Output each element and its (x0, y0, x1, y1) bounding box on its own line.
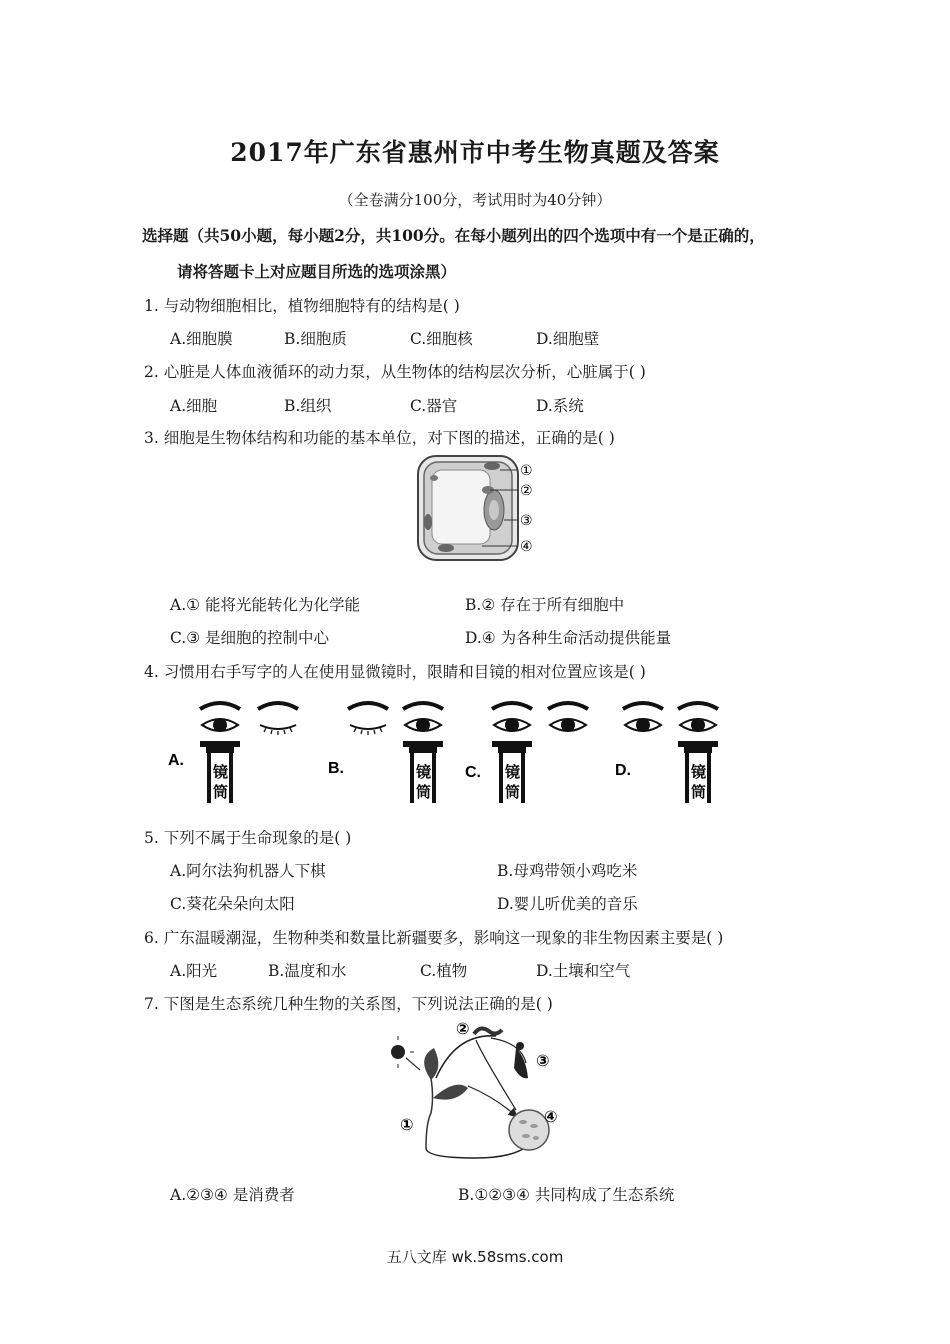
q4a-eye-closed (258, 703, 298, 735)
q3-option-c: C.③ 是细胞的控制中心 (170, 629, 330, 647)
question-1: 1. 与动物细胞相比，植物细胞特有的结构是( ) (144, 297, 460, 315)
q4d-eye-open-left (623, 703, 663, 732)
plant-cell-diagram (410, 452, 550, 564)
q4a-eye-open (200, 703, 240, 732)
q5-option-b: B.母鸡带领小鸡吃米 (497, 862, 638, 880)
q3-option-b: B.② 存在于所有细胞中 (465, 596, 625, 614)
question-4: 4. 习惯用右手写字的人在使用显微镜时，限睛和目镜的相对位置应该是( ) (144, 663, 646, 681)
question-2: 2. 心脏是人体血液循环的动力泵，从生物体的结构层次分析，心脏属于( ) (144, 363, 646, 381)
q7-option-b: B.①②③④ 共同构成了生态系统 (458, 1186, 675, 1204)
q3-option-a: A.① 能将光能转化为化学能 (170, 596, 360, 614)
q4b-eye-closed (348, 703, 388, 735)
question-7: 7. 下图是生态系统几种生物的关系图，下列说法正确的是( ) (144, 995, 553, 1013)
section-instruction-line2: 请将答题卡上对应题目所选的选项涂黑） (177, 262, 457, 281)
svg-text:筒: 筒 (416, 783, 432, 801)
page-subtitle: （全卷满分100分，考试用时为40分钟） (338, 191, 612, 209)
ecosystem-diagram (386, 1018, 566, 1163)
q1-option-d: D.细胞壁 (536, 330, 600, 348)
question-5: 5. 下列不属于生命现象的是( ) (144, 829, 352, 847)
microscope-eye-diagram (160, 693, 740, 808)
eco-label-4: ④ (544, 1107, 558, 1126)
q2-option-b: B.组织 (284, 397, 332, 415)
q3-option-d: D.④ 为各种生命活动提供能量 (465, 629, 672, 647)
cell-label-3: ③ (520, 513, 533, 529)
q5-option-c: C.葵花朵朵向太阳 (170, 895, 295, 913)
q4-option-c-label: C. (465, 764, 481, 781)
section-instruction-line1: 选择题（共50小题，每小题2分，共100分。在每小题列出的四个选项中有一个是正确的， (142, 226, 765, 245)
eco-label-2: ② (456, 1019, 470, 1038)
footer-watermark: 五八文库 wk.58sms.com (386, 1248, 564, 1266)
q4-option-a-label: A. (168, 752, 184, 769)
q5-option-a: A.阿尔法狗机器人下棋 (170, 862, 326, 880)
question-3: 3. 细胞是生物体结构和功能的基本单位，对下图的描述，正确的是( ) (144, 429, 615, 447)
cell-label-4: ④ (520, 539, 533, 555)
q4b-eye-open (403, 703, 443, 732)
svg-text:筒: 筒 (691, 783, 707, 801)
page-title: 2017年广东省惠州市中考生物真题及答案 (230, 138, 720, 167)
q6-option-a: A.阳光 (170, 962, 218, 980)
q2-option-a: A.细胞 (170, 397, 218, 415)
svg-text:镜: 镜 (213, 763, 229, 781)
q2-option-c: C.器官 (410, 397, 458, 415)
q4c-eye-open-left (492, 703, 532, 732)
q4-option-b-label: B. (328, 760, 344, 777)
eco-label-1: ① (400, 1115, 414, 1134)
q6-option-b: B.温度和水 (268, 962, 347, 980)
q4-option-d-label: D. (615, 762, 631, 779)
question-6: 6. 广东温暖潮湿，生物种类和数量比新疆要多，影响这一现象的非生物因素主要是( ) (144, 929, 724, 947)
q6-option-d: D.土壤和空气 (536, 962, 631, 980)
q1-option-b: B.细胞质 (284, 330, 347, 348)
q1-option-c: C.细胞核 (410, 330, 473, 348)
svg-text:筒: 筒 (505, 783, 521, 801)
cell-label-2: ② (520, 483, 533, 499)
q1-option-a: A.细胞膜 (170, 330, 233, 348)
svg-text:筒: 筒 (213, 783, 229, 801)
q4d-eye-open-right (678, 703, 718, 732)
svg-text:镜: 镜 (505, 763, 521, 781)
svg-text:镜: 镜 (416, 763, 432, 781)
cell-label-1: ① (520, 463, 533, 479)
q2-option-d: D.系统 (536, 397, 584, 415)
q5-option-d: D.婴儿听优美的音乐 (497, 895, 638, 913)
eco-label-3: ③ (536, 1051, 550, 1070)
q4c-eye-open-right (548, 703, 588, 732)
svg-text:镜: 镜 (691, 763, 707, 781)
q7-option-a: A.②③④ 是消费者 (170, 1186, 295, 1204)
q6-option-c: C.植物 (420, 962, 468, 980)
